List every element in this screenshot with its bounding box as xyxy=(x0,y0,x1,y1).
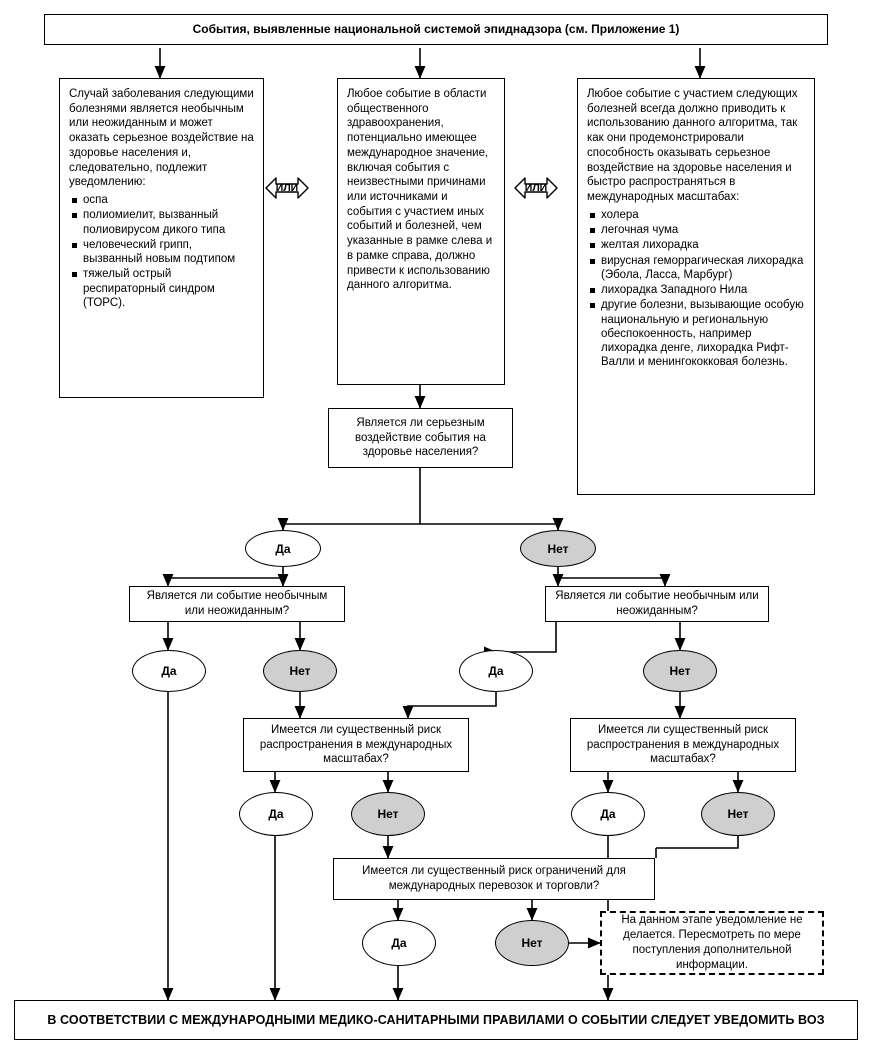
answer-no-travel: Нет xyxy=(495,920,569,966)
or-connector-left xyxy=(264,165,310,211)
left-column-box xyxy=(59,78,264,398)
footer-banner: В СООТВЕТСТВИИ С МЕЖДУНАРОДНЫМИ МЕДИКО-САНИТАРНЫМИ ПРАВИЛАМИ О СОБЫТИИ СЛЕДУЕТ УВЕДОМИТЬ ВОЗ xyxy=(14,1000,858,1040)
middle-column-box: Любое событие в области общественного здравоохранения, потенциально имеющее международное значение, включая события с неизвестными причинами или источниками и события с участием иных событий и болезней, чем указанные в рамке слева и в рамке справа, должно привести к использованию данного алгоритма. xyxy=(337,78,505,385)
question-spread-left: Имеется ли существенный риск распространения в международных масштабах? xyxy=(243,718,469,772)
question-travel-restrictions: Имеется ли существенный риск ограничений для международных перевозок и торговли? xyxy=(333,858,655,900)
list-item: человеческий грипп, вызванный новым подтипом xyxy=(83,238,254,267)
answer-no-serious: Нет xyxy=(520,530,596,567)
list-item: вирусная геморрагическая лихорадка (Эбола, Ласса, Марбург) xyxy=(601,254,804,281)
answer-yes-unusual-left: Да xyxy=(132,650,206,692)
outcome-no-notification: На данном этапе уведомление не делается. Пересмотреть по мере поступления дополнительной информации. xyxy=(600,911,824,975)
answer-yes-spread-right: Да xyxy=(571,792,645,836)
answer-yes-spread-left: Да xyxy=(239,792,313,836)
question-unusual-right: Является ли событие необычным или неожиданным? xyxy=(545,586,769,622)
left-column-list xyxy=(69,193,254,310)
right-column-intro: Любое событие с участием следующих болезней всегда должно приводить к использованию данного алгоритма, так как они продемонстрировали способность оказывать серьезное воздействие на здоровье населения и быстро распространяться в международных масштабах: xyxy=(587,88,798,204)
list-item: холера xyxy=(601,208,805,222)
list-item: полиомиелит, вызванный полиовирусом дикого типа xyxy=(83,208,254,237)
answer-no-unusual-left: Нет xyxy=(263,650,337,692)
header-banner: События, выявленные национальной системой эпиднадзора (см. Приложение 1) xyxy=(44,14,828,45)
answer-yes-travel: Да xyxy=(362,920,436,966)
right-column-box xyxy=(577,78,815,495)
or-label: ИЛИ xyxy=(524,182,548,194)
list-item: желтая лихорадка xyxy=(601,238,805,252)
list-item: другие болезни, вызывающие особую национальную и региональную обеспокоенность, например лихорадка денге, лихорадка Рифт-Валли и менингококковая болезнь. xyxy=(601,299,804,369)
answer-yes-unusual-right: Да xyxy=(459,650,533,692)
or-label: ИЛИ xyxy=(275,182,299,194)
right-column-list xyxy=(587,208,805,370)
list-item: лихорадка Западного Нила xyxy=(601,283,805,297)
list-item: тяжелый острый респираторный синдром (ТОРС). xyxy=(83,267,254,310)
answer-no-unusual-right: Нет xyxy=(643,650,717,692)
list-item: оспа xyxy=(83,193,254,207)
question-spread-right: Имеется ли существенный риск распространения в международных масштабах? xyxy=(570,718,796,772)
answer-no-spread-right: Нет xyxy=(701,792,775,836)
question-serious-impact: Является ли серьезным воздействие события на здоровье населения? xyxy=(328,408,513,468)
answer-no-spread-left: Нет xyxy=(351,792,425,836)
or-connector-right xyxy=(513,165,559,211)
left-column-intro: Случай заболевания следующими болезнями является необычным или неожиданным и может оказать серьезное воздействие на здоровье населения и, следовательно, подлежит уведомлению: xyxy=(69,88,254,189)
answer-yes-serious: Да xyxy=(245,530,321,567)
list-item: легочная чума xyxy=(601,223,805,237)
question-unusual-left: Является ли событие необычным или неожиданным? xyxy=(129,586,345,622)
